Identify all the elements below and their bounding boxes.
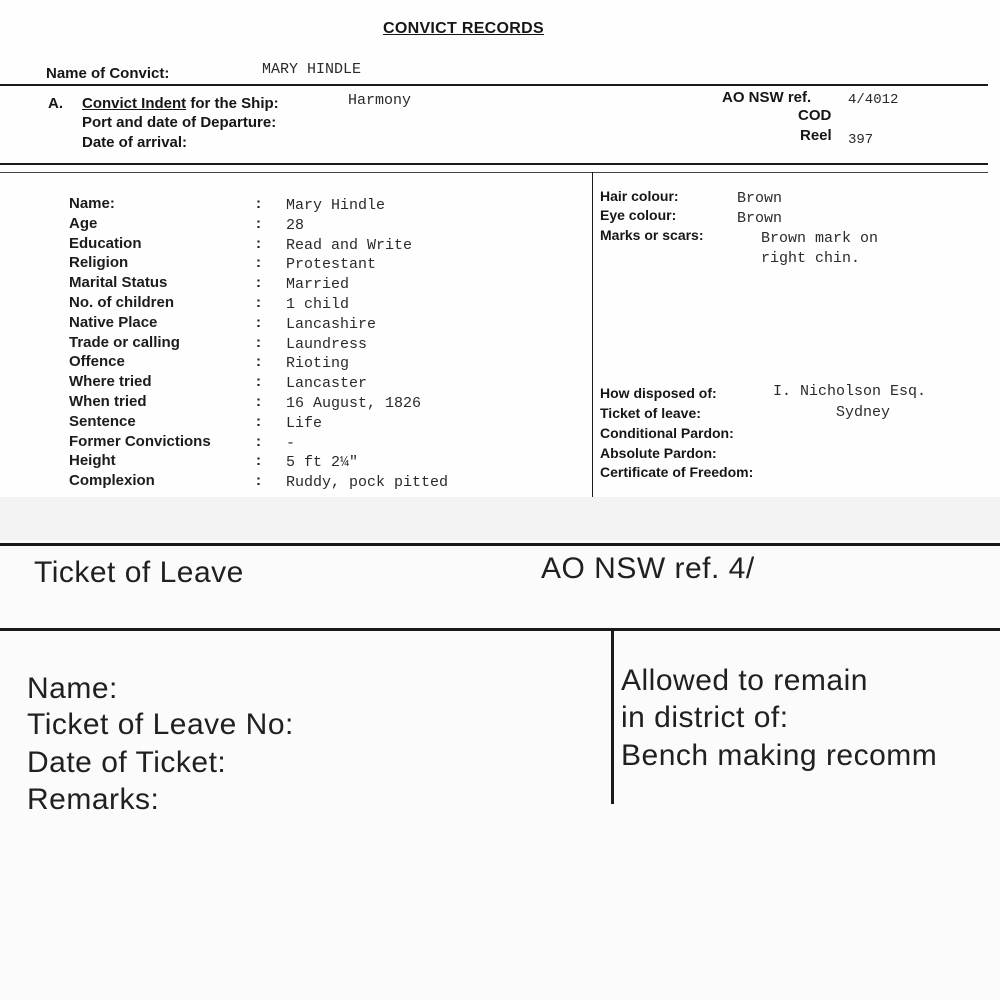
ticket-ref-label: AO NSW ref. 4/ [541, 552, 755, 585]
convict-record-card [0, 0, 1000, 497]
page-title: CONVICT RECORDS [383, 20, 544, 37]
clipping-gap [0, 497, 1000, 540]
ao-ref-label: AO NSW ref. [722, 89, 812, 106]
detail-label: Complexion [69, 472, 155, 489]
disposed-value: I. Nicholson Esq. [773, 383, 927, 400]
detail-label: Religion [69, 254, 129, 271]
certificate-freedom-label: Certificate of Freedom: [600, 464, 754, 480]
detail-label: Name: [69, 195, 115, 212]
detail-value: Lancaster [286, 375, 368, 392]
disposed-label: How disposed of: [600, 385, 717, 401]
reel-value: 397 [848, 132, 874, 148]
divider-line [0, 172, 988, 173]
cod-label: COD [798, 107, 832, 124]
detail-value: - [286, 435, 296, 452]
convict-indent-label: Convict Indent [82, 95, 187, 112]
eye-colour-label: Eye colour: [600, 207, 677, 223]
detail-colon: : [256, 413, 261, 430]
convict-name-value: MARY HINDLE [262, 61, 362, 78]
detail-value: 28 [286, 217, 305, 234]
detail-label: Trade or calling [69, 334, 180, 351]
ticket-field-district: in district of: [621, 701, 789, 734]
convict-indent-line [82, 95, 279, 112]
detail-colon: : [256, 274, 261, 291]
detail-colon: : [256, 433, 261, 450]
detail-value: 5 ft 2¼" [286, 454, 359, 471]
detail-label: Age [69, 215, 98, 232]
detail-colon: : [256, 195, 261, 212]
conditional-pardon-label: Conditional Pardon: [600, 425, 734, 441]
marks-scars-label: Marks or scars: [600, 227, 704, 243]
convict-name-label: Name of Convict: [46, 65, 170, 82]
ticket-heading: Ticket of Leave [34, 556, 244, 589]
ticket-field-bench: Bench making recomm [621, 739, 938, 772]
arrival-label: Date of arrival: [82, 134, 188, 151]
detail-colon: : [256, 254, 261, 271]
divider-line [0, 543, 1000, 546]
divider-line [0, 84, 988, 86]
section-a-prefix: A. [48, 95, 63, 112]
reel-label: Reel [800, 127, 832, 144]
ticket-field-number: Ticket of Leave No: [27, 708, 294, 741]
detail-value: Ruddy, pock pitted [286, 474, 449, 491]
detail-colon: : [256, 334, 261, 351]
detail-colon: : [256, 215, 261, 232]
detail-label: When tried [69, 393, 147, 410]
detail-label: Education [69, 235, 142, 252]
detail-label: Native Place [69, 314, 158, 331]
absolute-pardon-label: Absolute Pardon: [600, 445, 717, 461]
ticket-field-name: Name: [27, 672, 118, 705]
detail-value: Read and Write [286, 237, 413, 254]
detail-value: Laundress [286, 336, 368, 353]
detail-value: Life [286, 415, 323, 432]
detail-label: No. of children [69, 294, 174, 311]
detail-value: Married [286, 276, 350, 293]
ticket-field-remarks: Remarks: [27, 783, 160, 816]
eye-colour-value: Brown [737, 210, 783, 227]
column-divider [592, 172, 593, 497]
detail-label: Height [69, 452, 116, 469]
detail-colon: : [256, 452, 261, 469]
divider-line [0, 163, 988, 165]
ticket-field-allowed: Allowed to remain [621, 664, 868, 697]
ticket-field-date: Date of Ticket: [27, 746, 227, 779]
detail-label: Where tried [69, 373, 152, 390]
detail-label: Sentence [69, 413, 136, 430]
ticket-leave-value: Sydney [836, 404, 891, 421]
marks-scars-value-2: right chin. [761, 250, 861, 267]
detail-colon: : [256, 393, 261, 410]
detail-value: 1 child [286, 296, 350, 313]
port-departure-label: Port and date of Departure: [82, 114, 277, 131]
detail-label: Former Convictions [69, 433, 211, 450]
detail-value: 16 August, 1826 [286, 395, 422, 412]
detail-value: Protestant [286, 256, 377, 273]
ticket-leave-label: Ticket of leave: [600, 405, 701, 421]
detail-label: Marital Status [69, 274, 168, 291]
hair-colour-label: Hair colour: [600, 188, 679, 204]
detail-colon: : [256, 373, 261, 390]
detail-colon: : [256, 294, 261, 311]
detail-label: Offence [69, 353, 125, 370]
detail-value: Rioting [286, 355, 350, 372]
column-divider [611, 628, 614, 804]
hair-colour-value: Brown [737, 190, 783, 207]
ship-value: Harmony [348, 92, 412, 109]
for-ship-label: for the Ship: [186, 95, 279, 112]
ao-ref-value: 4/4012 [848, 92, 899, 108]
divider-line [0, 628, 1000, 631]
detail-value: Mary Hindle [286, 197, 386, 214]
detail-colon: : [256, 235, 261, 252]
marks-scars-value-1: Brown mark on [761, 230, 879, 247]
detail-colon: : [256, 314, 261, 331]
ticket-of-leave-card [0, 540, 1000, 1000]
detail-colon: : [256, 472, 261, 489]
detail-value: Lancashire [286, 316, 377, 333]
detail-colon: : [256, 353, 261, 370]
